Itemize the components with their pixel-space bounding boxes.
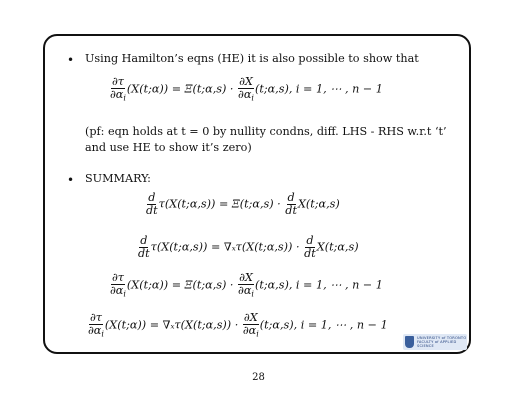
logo-text — [417, 336, 467, 348]
fraction — [145, 192, 159, 217]
fraction — [237, 272, 255, 299]
eq-middle: (X(t;α)) = Ξ(t;α,s) · — [126, 278, 238, 292]
eq-tail: (t;α,s), i = 1, ⋯ , n − 1 — [254, 82, 383, 96]
frac-den-main: ∂α — [110, 283, 124, 297]
frac-den: dt — [304, 246, 316, 260]
bullet-text: Using Hamilton’s eqns (HE) it is also possible to show that — [85, 52, 419, 65]
subscript: i — [256, 329, 259, 339]
fraction — [109, 76, 127, 103]
frac-den-main: ∂α — [88, 323, 102, 337]
frac-den-main: ∂α — [238, 87, 252, 101]
fraction — [242, 312, 260, 339]
crest-icon — [405, 336, 414, 348]
page-number: 28 — [252, 372, 265, 383]
subscript: i — [251, 93, 254, 103]
summary-equation-2 — [137, 235, 359, 260]
proof-note: (pf: eqn holds at t = 0 by nullity condns, diff. LHS - RHS w.r.t ‘t’ and use HE to show it’s zero) — [85, 125, 447, 154]
frac-num: ∂X — [239, 271, 253, 284]
bullet-text: SUMMARY: — [85, 172, 151, 185]
eq-middle: τ(X(t;α,s)) = ∇ₓτ(X(t;α,s)) · — [150, 240, 304, 254]
summary-equation-1 — [145, 192, 340, 217]
frac-den-main: ∂α — [238, 283, 252, 297]
summary-equation-3 — [109, 272, 383, 299]
frac-num: d — [306, 234, 314, 247]
frac-num: d — [148, 191, 156, 204]
frac-den — [109, 89, 127, 103]
frac-num: ∂X — [243, 311, 258, 324]
bullet-dot: • — [67, 173, 75, 187]
summary-equation-4 — [87, 312, 388, 339]
fraction — [87, 312, 105, 339]
equation-partial-tau — [109, 76, 383, 103]
eq-middle: τ(X(t;α,s)) = Ξ(t;α,s) · — [158, 197, 285, 211]
eq-tail: X(t;α,s) — [316, 240, 359, 254]
subscript: i — [101, 329, 104, 339]
university-logo — [403, 334, 467, 350]
subscript: i — [123, 289, 126, 299]
logo-line-2: FACULTY of APPLIED SCIENCE — [417, 340, 457, 348]
fraction — [137, 235, 151, 260]
logo-line-1: UNIVERSITY of TORONTO — [417, 336, 467, 340]
frac-den: dt — [285, 203, 297, 217]
fraction — [303, 235, 317, 260]
frac-num: ∂τ — [111, 271, 124, 284]
eq-tail: (t;α,s), i = 1, ⋯ , n − 1 — [254, 278, 383, 292]
frac-den — [237, 89, 255, 103]
eq-tail: (t;α,s), i = 1, ⋯ , n − 1 — [259, 318, 388, 332]
frac-den: dt — [146, 203, 158, 217]
subscript: i — [251, 289, 254, 299]
frac-num: d — [140, 234, 148, 247]
frac-den — [237, 285, 255, 299]
frac-den-main: ∂α — [242, 323, 257, 337]
frac-num: ∂τ — [111, 75, 124, 88]
fraction — [109, 272, 127, 299]
eq-middle: (X(t;α)) = ∇ₓτ(X(t;α,s)) · — [104, 318, 242, 332]
eq-tail: X(t;α,s) — [297, 197, 340, 211]
frac-den: dt — [138, 246, 150, 260]
frac-num: ∂X — [239, 75, 253, 88]
frac-den — [242, 325, 260, 339]
frac-num: d — [287, 191, 295, 204]
fraction — [284, 192, 298, 217]
fraction — [237, 76, 255, 103]
subscript: i — [123, 93, 126, 103]
eq-middle: (X(t;α)) = Ξ(t;α,s) · — [126, 82, 238, 96]
frac-den — [87, 325, 105, 339]
frac-den — [109, 285, 127, 299]
frac-den-main: ∂α — [110, 87, 124, 101]
frac-num: ∂τ — [89, 311, 102, 324]
bullet-dot: • — [67, 53, 75, 67]
slide-frame — [43, 34, 471, 354]
